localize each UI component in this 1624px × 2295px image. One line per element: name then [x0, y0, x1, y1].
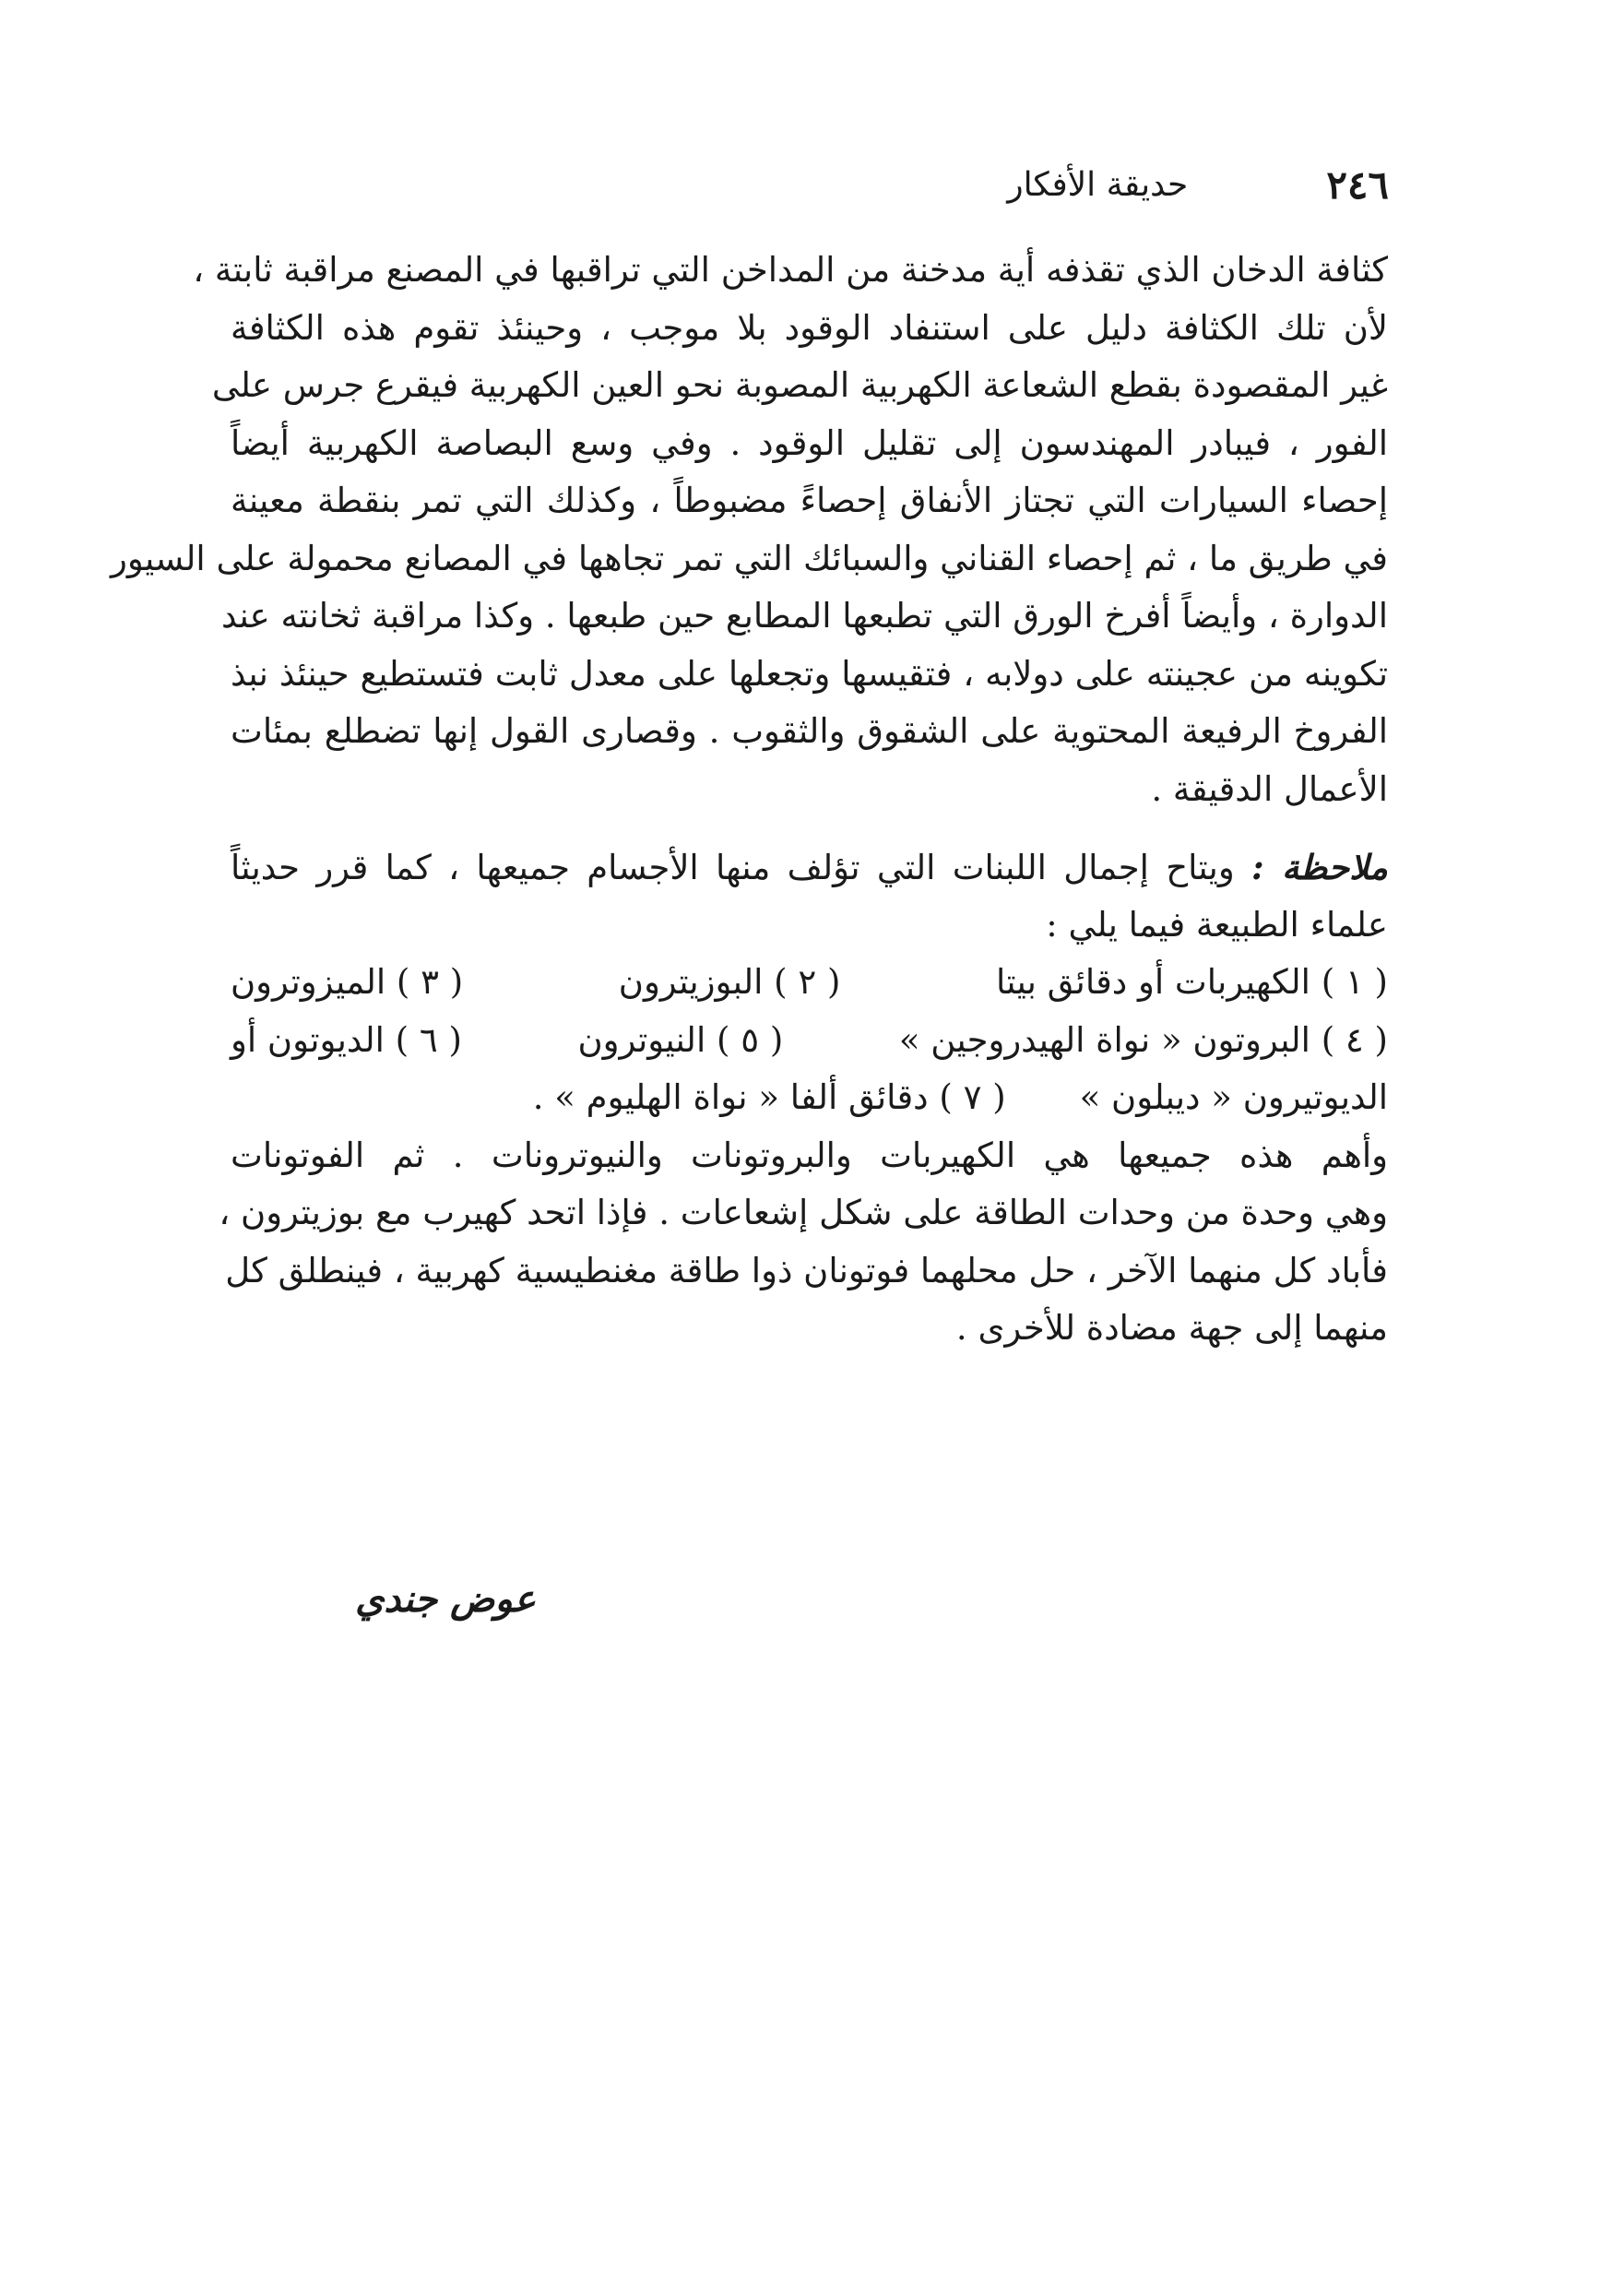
text-line: الأعمال الدقيقة . — [1151, 768, 1388, 809]
spacer — [231, 818, 1388, 838]
particle-item: ( ٦ ) الديوتون أو — [231, 1019, 462, 1060]
running-title: حديقة الأفكار — [1007, 165, 1189, 204]
particle-item: ( ٧ ) دقائق ألفا « نواة الهليوم » . — [532, 1077, 1006, 1117]
note-block — [231, 838, 1388, 954]
text-line: تكوينه من عجينته على دولابه ، فتقيسها وتجعلها على معدل ثابت فتستطيع حينئذ نبذ — [231, 653, 1388, 694]
note-text: ويتاح إجمال اللبنات التي تؤلف منها الأجسام جميعها ، كما قرر حديثاً — [231, 848, 1235, 887]
text-line: لأن تلك الكثافة دليل على استنفاد الوقود بلا موجب ، وحينئذ تقوم هذه الكثافة — [231, 307, 1388, 348]
particle-row — [231, 1012, 1388, 1070]
paragraph-2 — [219, 1127, 1388, 1358]
text-line: فأباد كل منهما الآخر ، حل محلهما فوتونان ذوا طاقة مغنطيسية كهربية ، فينطلق كل — [225, 1250, 1388, 1290]
particle-item: ( ٥ ) النيوترون — [577, 1019, 784, 1060]
text-line: الفور ، فيبادر المهندسون إلى تقليل الوقود . وفي وسع البصاصة الكهربية أيضاً — [231, 422, 1388, 463]
particle-item: ( ٢ ) البوزيترون — [618, 962, 841, 1002]
body-text — [111, 242, 1389, 1358]
text-line: منهما إلى جهة مضادة للأخرى . — [955, 1308, 1388, 1348]
text-line: الفروخ الرفيعة المحتوية على الشقوق والثقوب . وقصارى القول إنها تضطلع بمئات — [231, 711, 1388, 751]
particle-row — [231, 954, 1388, 1012]
paragraph-1 — [111, 242, 1388, 818]
text-line: وأهم هذه جميعها هي الكهيربات والبروتونات والنيوترونات . ثم الفوتونات — [231, 1135, 1388, 1175]
note-label: ملاحظة : — [1251, 847, 1389, 887]
particle-list — [231, 954, 1388, 1127]
note-line-1 — [231, 838, 1388, 897]
particle-item: ( ٣ ) الميزوترون — [231, 962, 464, 1002]
text-line: الدوارة ، وأيضاً أفرخ الورق التي تطبعها المطابع حين طبعها . وكذا مراقبة ثخانته عند — [221, 596, 1388, 636]
particle-item: الديوتيرون « ديبلون » — [1079, 1077, 1388, 1117]
particle-item: ( ٤ ) البروتون « نواة الهيدروجين » — [898, 1019, 1388, 1060]
text-line: كثافة الدخان الذي تقذفه أية مدخنة من المداخن التي تراقبها في المصنع مراقبة ثابتة ، — [193, 250, 1388, 290]
text-line: غير المقصودة بقطع الشعاعة الكهربية المصوبة نحو العين الكهربية فيقرع جرس على — [211, 365, 1388, 405]
text-line: في طريق ما ، ثم إحصاء القناني والسبائك التي تمر تجاهها في المصانع محمولة على السيور — [111, 538, 1388, 578]
particle-item: ( ١ ) الكهيربات أو دقائق بيتا — [996, 962, 1388, 1002]
note-line-2: علماء الطبيعة فيما يلي : — [1046, 904, 1388, 945]
text-line: إحصاء السيارات التي تجتاز الأنفاق إحصاءً مضبوطاً ، وكذلك التي تمر بنقطة معينة — [231, 481, 1388, 520]
author-signature: عوض جندي — [355, 1577, 536, 1621]
page-number: ٢٤٦ — [1326, 161, 1389, 208]
text-line: وهي وحدة من وحدات الطاقة على شكل إشعاعات . فإذا اتحد كهيرب مع بوزيترون ، — [219, 1193, 1388, 1232]
page-header — [235, 157, 1389, 212]
particle-row — [231, 1069, 1388, 1127]
